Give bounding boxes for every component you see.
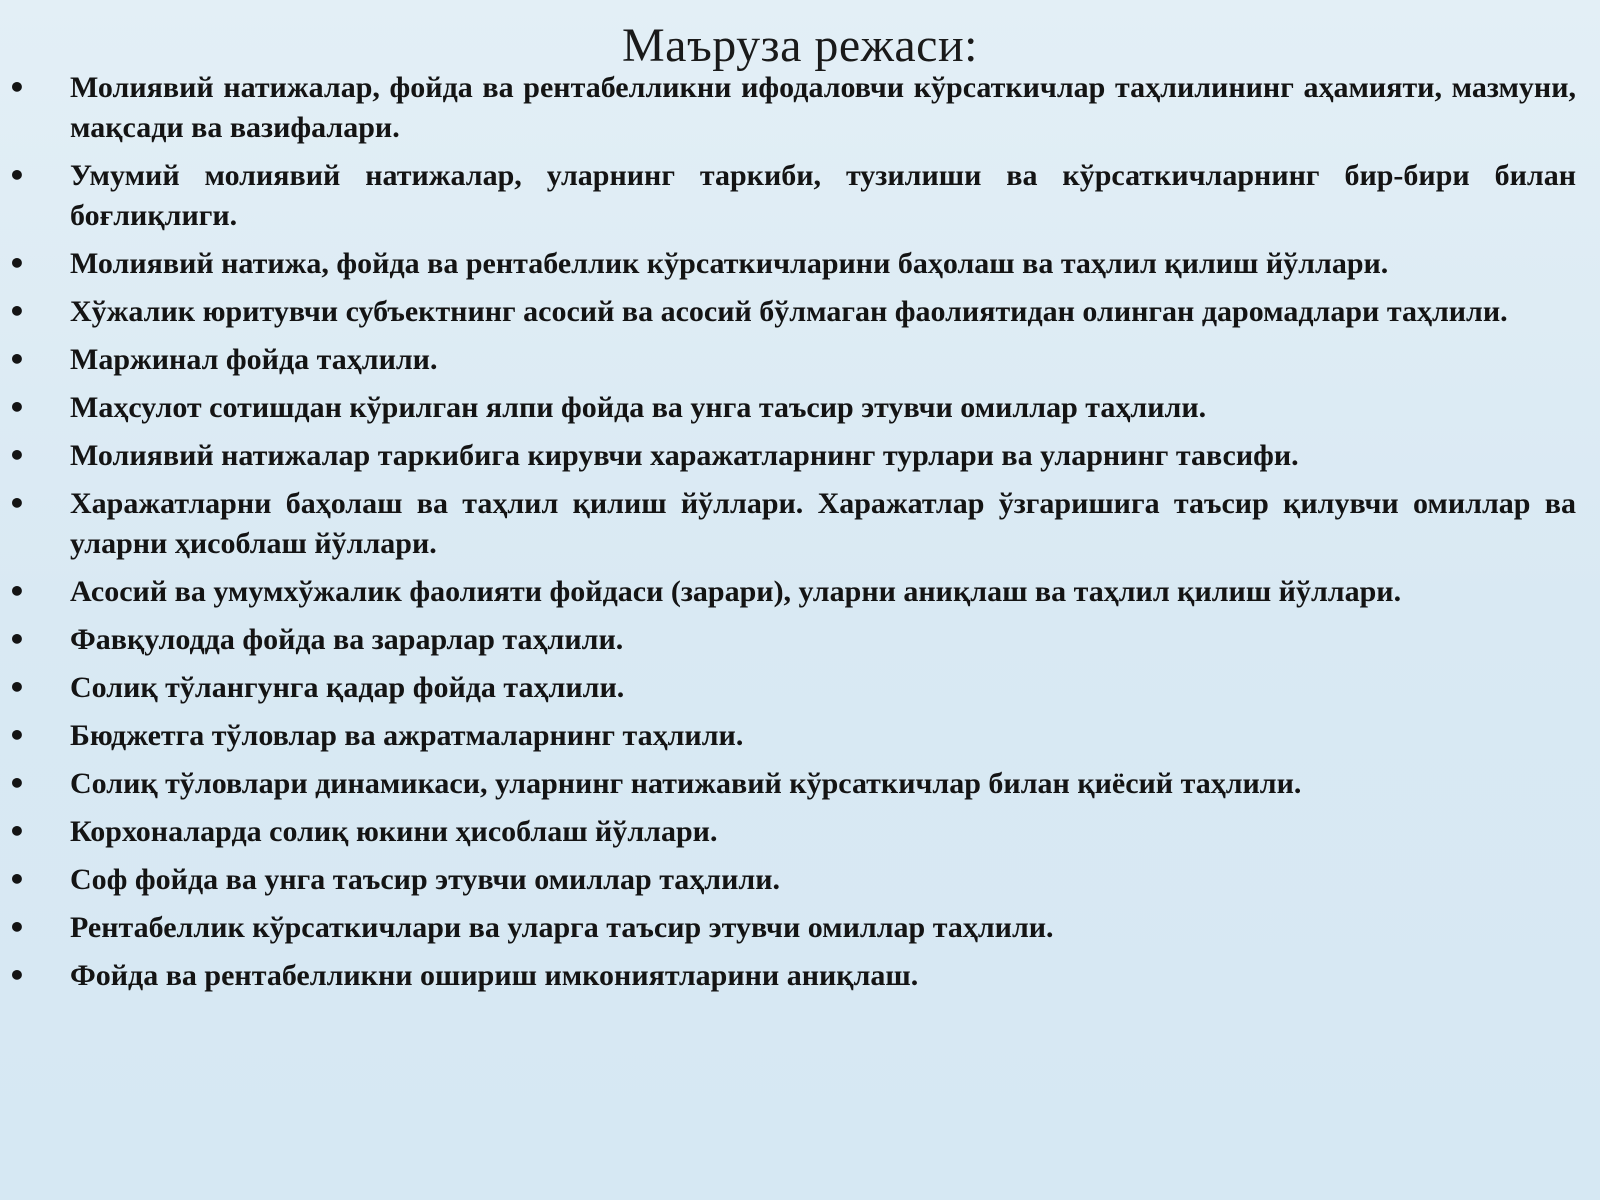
bullet-icon: • (8, 487, 26, 520)
outline-item-text: Харажатларни баҳолаш ва таҳлил қилиш йўллари. Харажатлар ўзгаришига таъсир қилувчи омиллар ва уларни ҳисоблаш йўллари. (70, 487, 1576, 560)
outline-item-text: Маҳсулот сотишдан кўрилган ялпи фойда ва унга таъсир этувчи омиллар таҳлили. (70, 391, 1207, 424)
outline-item-text: Фойда ва рентабелликни ошириш имкониятларини аниқлаш. (70, 959, 919, 992)
outline-item (0, 956, 1600, 996)
bullet-icon: • (8, 575, 26, 608)
bullet-icon: • (8, 391, 26, 424)
outline-item (0, 620, 1600, 660)
outline-item (0, 68, 1600, 148)
outline-item (0, 244, 1600, 284)
outline-item (0, 292, 1600, 332)
bullet-icon: • (8, 911, 26, 944)
outline-item (0, 340, 1600, 380)
bullet-icon: • (8, 159, 26, 192)
bullet-icon: • (8, 343, 26, 376)
outline-item (0, 716, 1600, 756)
bullet-icon: • (8, 295, 26, 328)
outline-item-text: Рентабеллик кўрсаткичлари ва уларга таъсир этувчи омиллар таҳлили. (70, 911, 1054, 944)
outline-item (0, 156, 1600, 236)
bullet-icon: • (8, 439, 26, 472)
slide-title: Маъруза режаси: (621, 19, 979, 72)
outline-item (0, 908, 1600, 948)
bullet-icon: • (8, 767, 26, 800)
bullet-icon: • (8, 671, 26, 704)
bullet-icon: • (8, 623, 26, 656)
outline-item (0, 436, 1600, 476)
outline-item (0, 812, 1600, 852)
bullet-icon: • (8, 719, 26, 752)
outline-item (0, 764, 1600, 804)
outline-item-text: Асосий ва умумхўжалик фаолияти фойдаси (зарари), уларни аниқлаш ва таҳлил қилиш йўллари. (70, 575, 1402, 608)
outline-item-text: Корхоналарда солиқ юкини ҳисоблаш йўллари. (70, 815, 718, 848)
outline-item-text: Молиявий натижа, фойда ва рентабеллик кўрсаткичларини баҳолаш ва таҳлил қилиш йўллари. (70, 247, 1389, 280)
outline-item-text: Солиқ тўлангунга қадар фойда таҳлили. (70, 671, 625, 704)
outline-item-text: Бюджетга тўловлар ва ажратмаларнинг таҳлили. (70, 719, 744, 752)
outline-item-text: Фавқулодда фойда ва зарарлар таҳлили. (70, 623, 624, 656)
bullet-icon: • (8, 959, 26, 992)
outline-item-text: Маржинал фойда таҳлили. (70, 343, 438, 376)
outline-item (0, 860, 1600, 900)
outline-item-text: Хўжалик юритувчи субъектнинг асосий ва асосий бўлмаган фаолиятидан олинган даромадлари таҳлили. (70, 295, 1508, 328)
outline-item (0, 388, 1600, 428)
outline-item-text: Молиявий натижалар таркибига кирувчи харажатларнинг турлари ва уларнинг тавсифи. (70, 439, 1299, 472)
outline-item-text: Соф фойда ва унга таъсир этувчи омиллар таҳлили. (70, 863, 781, 896)
outline-item-text: Умумий молиявий натижалар, уларнинг таркиби, тузилиши ва кўрсаткичларнинг бир-бири билан боғлиқлиги. (70, 159, 1576, 232)
outline-item (0, 668, 1600, 708)
outline-item (0, 484, 1600, 564)
bullet-icon: • (8, 71, 26, 104)
bullet-icon: • (8, 863, 26, 896)
outline-item-text: Солиқ тўловлари динамикаси, уларнинг натижавий кўрсаткичлар билан қиёсий таҳлили. (70, 767, 1302, 800)
outline-item-text: Молиявий натижалар, фойда ва рентабелликни ифодаловчи кўрсаткичлар таҳлилининг аҳамияти, мазмуни, мақсади ва вазифалари. (70, 71, 1576, 144)
bullet-icon: • (8, 247, 26, 280)
lecture-outline-list (0, 68, 1600, 1004)
bullet-icon: • (8, 815, 26, 848)
outline-item (0, 572, 1600, 612)
